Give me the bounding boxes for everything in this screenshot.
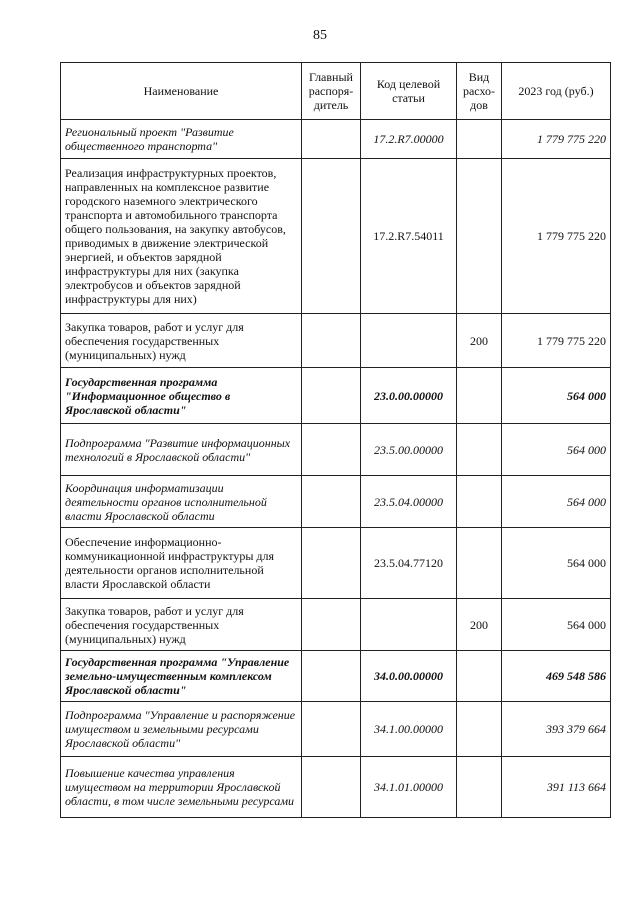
row-code-cell: 23.5.00.00000 xyxy=(361,424,457,476)
table-row xyxy=(61,120,611,159)
row-code-cell xyxy=(361,314,457,368)
row-name-cell: Реализация инфраструктурных проектов, направленных на комплексное развитие городского наземного электрического транспорта и автомобильного транспорта общего пользования, на закупку автобусов, приводимых в движение электрической энергией, и объектов зарядной инфраструктуры для них (закупка электробусов и объектов зарядной инфраструктуры для них) xyxy=(61,159,302,314)
table-row xyxy=(61,476,611,528)
row-code-cell: 23.0.00.00000 xyxy=(361,368,457,424)
table-body xyxy=(61,120,611,818)
row-sum-cell: 564 000 xyxy=(502,476,611,528)
row-expense-type-cell xyxy=(457,528,502,599)
row-code-cell xyxy=(361,599,457,651)
row-name-cell: Повышение качества управления имуществом на территории Ярославской области, в том числе земельными ресурсами xyxy=(61,757,302,818)
page-number: 85 xyxy=(313,28,327,43)
row-admin-cell xyxy=(302,757,361,818)
row-name-cell: Государственная программа "Информационное общество в Ярославской области" xyxy=(61,368,302,424)
row-admin-cell xyxy=(302,651,361,702)
row-sum-cell: 564 000 xyxy=(502,424,611,476)
row-expense-type-cell xyxy=(457,757,502,818)
row-code-cell: 34.1.00.00000 xyxy=(361,702,457,757)
table-row xyxy=(61,651,611,702)
row-sum-cell: 1 779 775 220 xyxy=(502,314,611,368)
row-admin-cell xyxy=(302,702,361,757)
row-admin-cell xyxy=(302,159,361,314)
header-name: Наименование xyxy=(61,63,302,120)
row-expense-type-cell xyxy=(457,702,502,757)
row-name-cell: Координация информатизации деятельности органов исполнительной власти Ярославской области xyxy=(61,476,302,528)
row-name-cell: Государственная программа "Управление земельно-имущественным комплексом Ярославской области" xyxy=(61,651,302,702)
header-expense-type: Вид расхо-дов xyxy=(457,63,502,120)
row-admin-cell xyxy=(302,599,361,651)
header-admin: Главный распоря-дитель xyxy=(302,63,361,120)
row-sum-cell: 391 113 664 xyxy=(502,757,611,818)
row-admin-cell xyxy=(302,528,361,599)
table-row xyxy=(61,424,611,476)
row-admin-cell xyxy=(302,314,361,368)
row-admin-cell xyxy=(302,424,361,476)
header-sum: 2023 год (руб.) xyxy=(502,63,611,120)
row-admin-cell xyxy=(302,368,361,424)
row-sum-cell: 1 779 775 220 xyxy=(502,120,611,159)
table-row xyxy=(61,702,611,757)
row-admin-cell xyxy=(302,476,361,528)
budget-table xyxy=(60,62,611,818)
row-name-cell: Закупка товаров, работ и услуг для обеспечения государственных (муниципальных) нужд xyxy=(61,314,302,368)
row-name-cell: Подпрограмма "Развитие информационных технологий в Ярославской области" xyxy=(61,424,302,476)
row-name-cell: Региональный проект "Развитие общественного транспорта" xyxy=(61,120,302,159)
table-row xyxy=(61,159,611,314)
row-expense-type-cell: 200 xyxy=(457,599,502,651)
table-row xyxy=(61,314,611,368)
row-code-cell: 23.5.04.00000 xyxy=(361,476,457,528)
row-name-cell: Подпрограмма "Управление и распоряжение имуществом и земельными ресурсами Ярославской области" xyxy=(61,702,302,757)
row-code-cell: 34.1.01.00000 xyxy=(361,757,457,818)
header-code: Код целевой статьи xyxy=(361,63,457,120)
row-code-cell: 17.2.R7.54011 xyxy=(361,159,457,314)
table-row xyxy=(61,528,611,599)
row-expense-type-cell xyxy=(457,476,502,528)
row-expense-type-cell xyxy=(457,120,502,159)
row-sum-cell: 564 000 xyxy=(502,368,611,424)
row-sum-cell: 469 548 586 xyxy=(502,651,611,702)
row-admin-cell xyxy=(302,120,361,159)
row-sum-cell: 1 779 775 220 xyxy=(502,159,611,314)
table-row xyxy=(61,599,611,651)
row-expense-type-cell xyxy=(457,159,502,314)
row-name-cell: Обеспечение информационно-коммуникационной инфраструктуры для деятельности органов исполнительной власти Ярославской области xyxy=(61,528,302,599)
row-expense-type-cell xyxy=(457,651,502,702)
row-sum-cell: 564 000 xyxy=(502,599,611,651)
row-code-cell: 17.2.R7.00000 xyxy=(361,120,457,159)
row-expense-type-cell xyxy=(457,368,502,424)
row-expense-type-cell xyxy=(457,424,502,476)
row-code-cell: 23.5.04.77120 xyxy=(361,528,457,599)
row-sum-cell: 564 000 xyxy=(502,528,611,599)
row-sum-cell: 393 379 664 xyxy=(502,702,611,757)
table-row xyxy=(61,368,611,424)
row-name-cell: Закупка товаров, работ и услуг для обеспечения государственных (муниципальных) нужд xyxy=(61,599,302,651)
table-header-row xyxy=(61,63,611,120)
row-expense-type-cell: 200 xyxy=(457,314,502,368)
row-code-cell: 34.0.00.00000 xyxy=(361,651,457,702)
table-row xyxy=(61,757,611,818)
